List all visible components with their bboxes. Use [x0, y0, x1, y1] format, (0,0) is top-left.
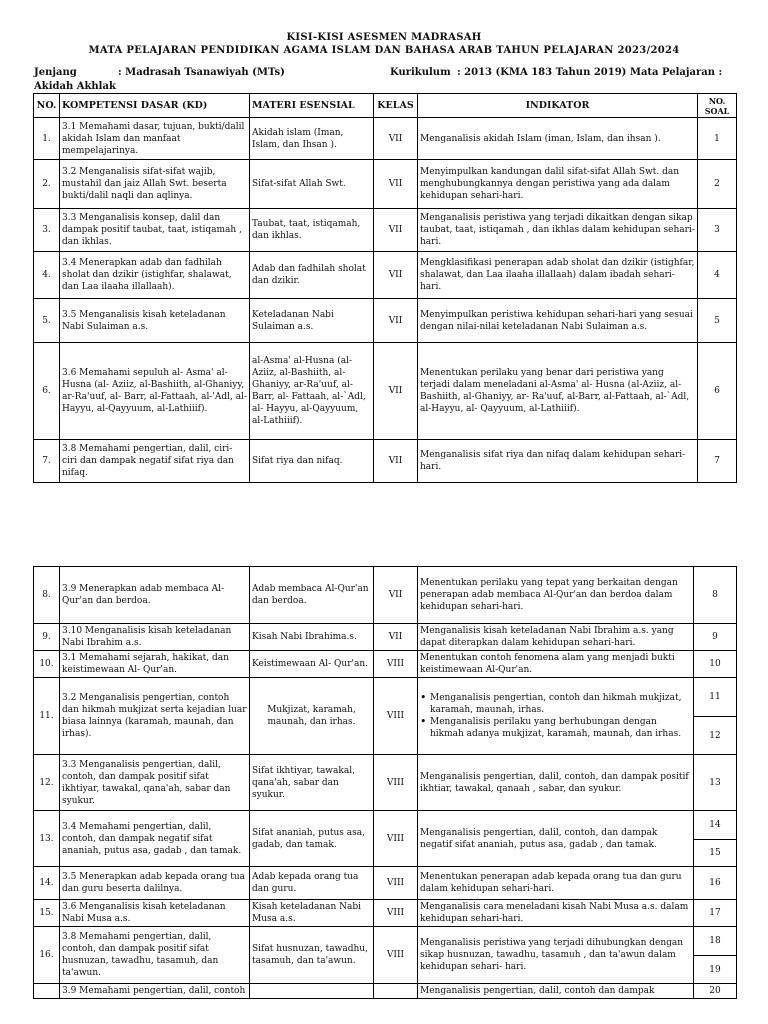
kd-cell: 3.8 Memahami pengertian, dalil, ciri-ciri dan dampak negatif sifat riya dan nifaq.: [60, 440, 250, 483]
kd-cell: 3.5 Menerapkan adab kepada orang tua dan guru beserta dalilnya.: [60, 867, 250, 900]
materi-cell: Mukjizat, karamah, maunah, dan irhas.: [250, 678, 374, 755]
col-header-indikator: INDIKATOR: [418, 94, 698, 118]
row-number: 6.: [34, 343, 60, 440]
materi-cell: Akidah islam (Iman, Islam, dan Ihsan ).: [250, 118, 374, 160]
soal-number: 13: [709, 777, 721, 788]
table-row: [34, 299, 737, 343]
row-number: 12.: [34, 755, 60, 811]
indikator-cell: Menganalisis sifat riya dan nifaq dalam kehidupan sehari-hari.: [418, 440, 698, 483]
indikator-cell: Menganalisis cara meneladani kisah Nabi Musa a.s. dalam kehidupan sehari-hari.: [418, 900, 694, 927]
kd-cell: 3.4 Memahami pengertian, dalil, contoh, dan dampak negatif sifat ananiah, putus asa, gadab , dan tamak.: [60, 811, 250, 867]
materi-cell: Kisah keteladanan Nabi Musa a.s.: [250, 900, 374, 927]
kurikulum-value: : 2013 (KMA 183 Tahun 2019) Mata Pelajaran :: [457, 67, 723, 78]
indikator-cell: Menganalisis akidah Islam (iman, Islam, dan ihsan ).: [418, 118, 698, 160]
kelas-cell: VIII: [374, 900, 418, 927]
kelas-cell: VII: [374, 160, 418, 209]
col-header-kelas: KELAS: [374, 94, 418, 118]
table-row: [34, 755, 737, 811]
table-row: [34, 624, 737, 651]
indikator-cell: Menyimpulkan kandungan dalil sifat-sifat Allah Swt. dan menghubungkannya dengan peristiwa yang ada dalam kehidupan sehari-hari.: [418, 160, 698, 209]
soal-cell: [694, 867, 737, 900]
row-number: 5.: [34, 299, 60, 343]
materi-cell: al-Asma' al-Husna (al-Aziiz, al-Bashiith, al-Ghaniyy, ar-Ra'uuf, al-Barr, al- Fattaah, al-`Adl, al- Hayyu, al-Qayyuum, al-Lathiiif).: [250, 343, 374, 440]
soal-number: 14: [709, 819, 721, 830]
soal-cell: [694, 927, 737, 984]
table-row: [34, 651, 737, 678]
table-row: [34, 118, 737, 160]
soal-number: 8: [712, 590, 718, 600]
kelas-cell: VII: [374, 118, 418, 160]
soal-number: 11: [709, 692, 721, 702]
kd-cell: 3.3 Menganalisis konsep, dalil dan dampak positif taubat, taat, istiqamah , dan ikhlas.: [60, 209, 250, 252]
indikator-cell: Menganalisis peristiwa yang terjadi dikaitkan dengan sikap taubat, taat, istiqamah , dan ikhlas dalam kehidupan sehari-hari.: [418, 209, 698, 252]
table-row: [34, 440, 737, 483]
soal-cell: [694, 811, 737, 867]
kd-cell: 3.8 Memahami pengertian, dalil, contoh, dan dampak positif sifat husnuzan, tawadhu, tasamuh, dan ta'awun.: [60, 927, 250, 984]
kd-cell: 3.1 Memahami dasar, tujuan, bukti/dalil akidah Islam dan manfaat mempelajarinya.: [60, 118, 250, 160]
document-subtitle: MATA PELAJARAN PENDIDIKAN AGAMA ISLAM DAN BAHASA ARAB TAHUN PELAJARAN 2023/2024: [88, 45, 680, 56]
kelas-cell: VII: [374, 343, 418, 440]
kelas-cell: [374, 984, 418, 999]
soal-cell: 4: [698, 252, 737, 299]
kelas-cell: VIII: [374, 678, 418, 755]
soal-cell: 7: [698, 440, 737, 483]
kelas-cell: VII: [374, 209, 418, 252]
col-header-materi: MATERI ESENSIAL: [250, 94, 374, 118]
indikator-cell: [418, 678, 694, 755]
table-row: [34, 678, 737, 755]
indikator-cell: Menganalisis peristiwa yang terjadi dihubungkan dengan sikap husnuzan, tawadhu, tasamuh , dan ta'awun dalam kehidupan sehari- hari.: [418, 927, 694, 984]
materi-cell: Sifat husnuzan, tawadhu, tasamuh, dan ta'awun.: [250, 927, 374, 984]
materi-cell: Sifat ikhtiyar, tawakal, qana'ah, sabar dan syukur.: [250, 755, 374, 811]
indikator-cell: Menentukan perilaku yang tepat yang berkaitan dengan penerapan adab membaca Al-Qur'an dan berdoa dalam kehidupan sehari-hari.: [418, 567, 694, 624]
kd-cell: 3.2 Menganalisis sifat-sifat wajib, mustahil dan jaiz Allah Swt. beserta bukti/dalil naqli dan aqlinya.: [60, 160, 250, 209]
row-number: 10.: [34, 651, 60, 678]
soal-number: 9: [712, 632, 718, 642]
kd-cell: 3.6 Memahami sepuluh al- Asma' al-Husna (al- Aziiz, al-Bashiith, al-Ghaniyy, ar-Ra'uuf, al- Barr, al-Fattaah, al-'Adl, al-Hayyu, al-Qayyuum, al-Lathiiif).: [60, 343, 250, 440]
indikator-cell: Menganalisis kisah keteladanan Nabi Ibrahim a.s. yang dapat diterapkan dalam kehidupan sehari-hari.: [418, 624, 694, 651]
kurikulum-label: Kurikulum: [390, 67, 451, 78]
soal-cell: 6: [698, 343, 737, 440]
indikator-item: • Menganalisis pengertian, contoh dan hikmah mukjizat, karamah, maunah, irhas.: [420, 692, 691, 716]
indikator-cell: Menganalisis pengertian, dalil, contoh, dan dampak negatif sifat ananiah, putus asa, gadab , dan tamak.: [418, 811, 694, 867]
row-number: 15.: [34, 900, 60, 927]
jenjang-value: : Madrasah Tsanawiyah (MTs): [118, 67, 285, 78]
indikator-cell: Menganalisis pengertian, dalil, contoh dan dampak: [418, 984, 694, 999]
indikator-cell: Menentukan perilaku yang benar dari peristiwa yang terjadi dalam meneladani al-Asma' al- Husna (al-Aziiz, al-Bashiith, al-Ghaniyy, ar- Ra'uuf, al-Barr, al-Fattaah, al-`Adl, al-Hayyu, al- Qayyuum, al-Lathiiif).: [418, 343, 698, 440]
soal-cell: [694, 900, 737, 927]
materi-cell: Adab membaca Al-Qur'an dan berdoa.: [250, 567, 374, 624]
materi-cell: Kisah Nabi Ibrahima.s.: [250, 624, 374, 651]
materi-cell: Taubat, taat, istiqamah, dan ikhlas.: [250, 209, 374, 252]
table-row: [34, 927, 737, 984]
kd-cell: 3.5 Menganalisis kisah keteladanan Nabi Sulaiman a.s.: [60, 299, 250, 343]
kelas-cell: VII: [374, 252, 418, 299]
kd-cell: 3.2 Menganalisis pengertian, contoh dan hikmah mukjizat serta kejadian luar biasa lainnya (karamah, maunah, dan irhas).: [60, 678, 250, 755]
soal-number: 19: [694, 955, 736, 983]
row-number: 8.: [34, 567, 60, 624]
soal-cell: [694, 678, 737, 755]
soal-cell: [694, 624, 737, 651]
kd-cell: 3.3 Menganalisis pengertian, dalil, contoh, dan dampak positif sifat ikhtiyar, tawakal, qana'ah, sabar dan syukur.: [60, 755, 250, 811]
soal-number: 10: [709, 659, 721, 669]
col-header-kd: KOMPETENSI DASAR (KD): [60, 94, 250, 118]
row-number: 2.: [34, 160, 60, 209]
materi-cell: Sifat-sifat Allah Swt.: [250, 160, 374, 209]
materi-cell: Sifat ananiah, putus asa, gadab, dan tamak.: [250, 811, 374, 867]
kelas-cell: VIII: [374, 867, 418, 900]
kd-cell: 3.9 Memahami pengertian, dalil, contoh: [60, 984, 250, 999]
indikator-cell: Mengklasifikasi penerapan adab sholat dan dzikir (istighfar, shalawat, dan Laa ilaaha illallaah) dalam ibadah sehari-hari.: [418, 252, 698, 299]
kelas-cell: VII: [374, 567, 418, 624]
soal-cell: [694, 984, 737, 999]
materi-cell: Adab kepada orang tua dan guru.: [250, 867, 374, 900]
kelas-cell: VIII: [374, 927, 418, 984]
indikator-cell: Menyimpulkan peristiwa kehidupan sehari-hari yang sesuai dengan nilai-nilai keteladanan Nabi Sulaiman a.s.: [418, 299, 698, 343]
indikator-list: [420, 692, 691, 740]
soal-cell: 1: [698, 118, 737, 160]
row-number: [34, 984, 60, 999]
row-number: 11.: [34, 678, 60, 755]
jenjang-label: Jenjang: [34, 67, 77, 78]
soal-number: 16: [709, 878, 721, 888]
indikator-cell: Menganalisis pengertian, dalil, contoh, dan dampak positif ikhtiar, tawakal, qanaah , sabar, dan syukur.: [418, 755, 694, 811]
soal-number: 18: [709, 936, 721, 946]
table-row: [34, 900, 737, 927]
kd-cell: 3.1 Memahami sejarah, hakikat, dan keistimewaan Al- Qur'an.: [60, 651, 250, 678]
row-number: 14.: [34, 867, 60, 900]
kelas-cell: VIII: [374, 755, 418, 811]
col-header-soal: NO. SOAL: [698, 94, 737, 118]
kd-cell: 3.4 Menerapkan adab dan fadhilah sholat dan dzikir (istighfar, shalawat, dan Laa ilaaha illallaah).: [60, 252, 250, 299]
soal-cell: 5: [698, 299, 737, 343]
indikator-cell: Menentukan contoh fenomena alam yang menjadi bukti keistimewaan Al-Qur'an.: [418, 651, 694, 678]
table-row: [34, 343, 737, 440]
soal-cell: [694, 567, 737, 624]
table-row: [34, 252, 737, 299]
row-number: 7.: [34, 440, 60, 483]
row-number: 3.: [34, 209, 60, 252]
materi-cell: [250, 984, 374, 999]
soal-cell: 3: [698, 209, 737, 252]
materi-cell: Adab dan fadhilah sholat dan dzikir.: [250, 252, 374, 299]
soal-cell: [694, 755, 737, 811]
kd-cell: 3.10 Menganalisis kisah keteladanan Nabi Ibrahim a.s.: [60, 624, 250, 651]
table-row: [34, 567, 737, 624]
soal-number: 17: [709, 908, 721, 918]
kelas-cell: VIII: [374, 651, 418, 678]
indikator-cell: Menentukan penerapan adab kepada orang tua dan guru dalam kehidupan sehari-hari.: [418, 867, 694, 900]
materi-cell: Sifat riya dan nifaq.: [250, 440, 374, 483]
kelas-cell: VII: [374, 299, 418, 343]
table-row: [34, 209, 737, 252]
soal-number: 15: [694, 839, 736, 867]
materi-cell: Keistimewaan Al- Qur'an.: [250, 651, 374, 678]
table-row: [34, 867, 737, 900]
materi-cell: Keteladanan Nabi Sulaiman a.s.: [250, 299, 374, 343]
soal-cell: [694, 651, 737, 678]
soal-number: 12: [694, 716, 736, 754]
row-number: 16.: [34, 927, 60, 984]
row-number: 1.: [34, 118, 60, 160]
mapel-value: Akidah Akhlak: [34, 81, 116, 92]
soal-number: 20: [709, 986, 721, 996]
col-header-no: NO.: [34, 94, 60, 118]
table-page-1: [33, 93, 737, 483]
table-row: [34, 811, 737, 867]
kelas-cell: VII: [374, 624, 418, 651]
table-row: [34, 160, 737, 209]
kelas-cell: VIII: [374, 811, 418, 867]
row-number: 4.: [34, 252, 60, 299]
row-number: 13.: [34, 811, 60, 867]
table-row: [34, 984, 737, 999]
row-number: 9.: [34, 624, 60, 651]
document-title: KISI-KISI ASESMEN MADRASAH: [286, 32, 482, 43]
kd-cell: 3.6 Menganalisis kisah keteladanan Nabi Musa a.s.: [60, 900, 250, 927]
kd-cell: 3.9 Menerapkan adab membaca Al-Qur'an dan berdoa.: [60, 567, 250, 624]
table-page-2: [33, 566, 737, 999]
soal-cell: 2: [698, 160, 737, 209]
kelas-cell: VII: [374, 440, 418, 483]
indikator-item: • Menganalisis perilaku yang berhubungan dengan hikmah adanya mukjizat, karamah, maunah, dan irhas.: [420, 716, 691, 740]
